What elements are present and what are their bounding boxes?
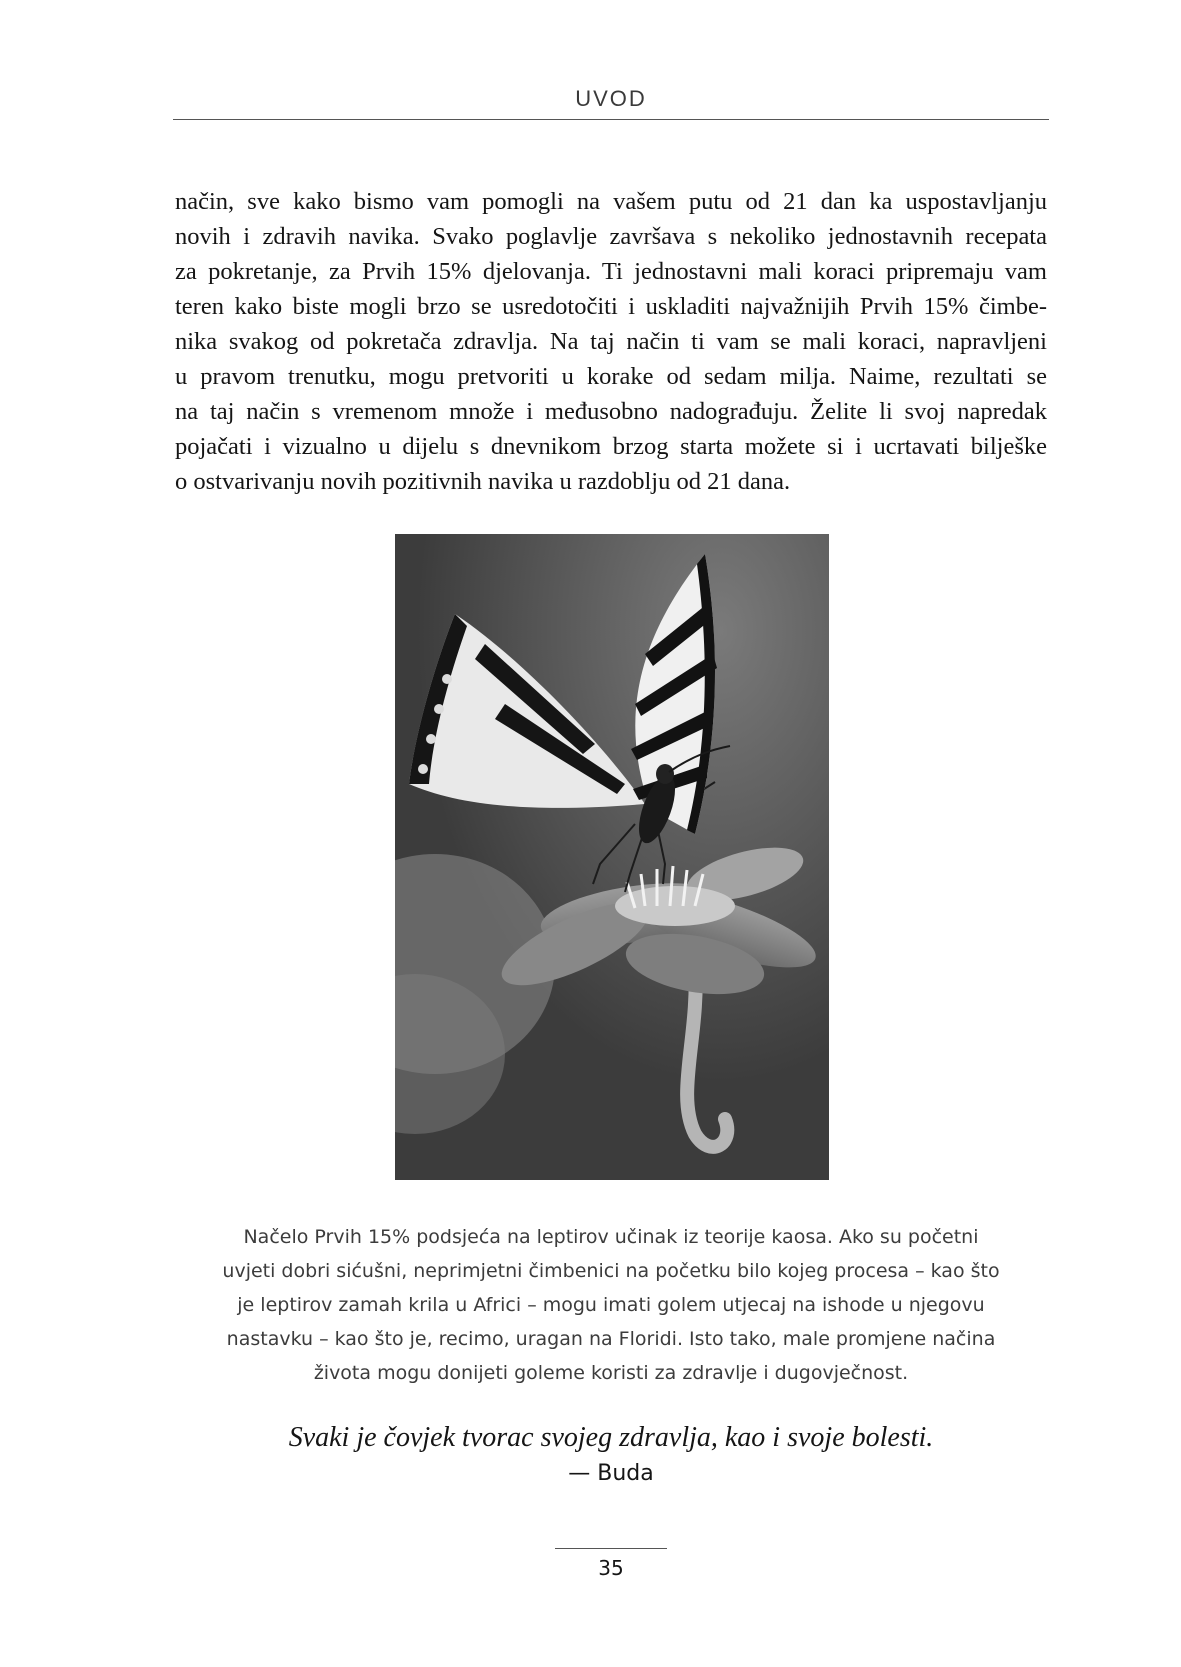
caption-line: je leptirov zamah krila u Africi – mogu imati golem utjecaj na ishode u njegovu	[237, 1294, 985, 1316]
caption-line: nastavku – kao što je, recimo, uragan na Floridi. Isto tako, male promjene načina	[226, 1328, 996, 1350]
caption-line: uvjeti dobri sićušni, neprimjetni čimbenici na početku bilo kojeg procesa – kao što	[222, 1260, 1000, 1282]
caption-line: života mogu donijeti goleme koristi za zdravlje i dugovječnost.	[313, 1362, 909, 1384]
body-line: o ostvarivanju novih pozitivnih navika u razdoblju od 21 dana.	[175, 468, 791, 495]
header-rule	[173, 119, 1049, 120]
page-number: 35	[598, 1556, 624, 1580]
body-line: na taj način s vremenom množe i međusobno nadograđuju. Želite li svoj napredak	[175, 398, 1047, 425]
running-title: UVOD	[575, 86, 647, 111]
body-line: način, sve kako bismo vam pomogli na vašem putu od 21 dan ka uspostavljanju	[175, 188, 1047, 215]
quote-attribution: — Buda	[568, 1461, 654, 1486]
body-line: pojačati i vizualno u dijelu s dnevnikom brzog starta možete si i ucrtavati bilješke	[175, 433, 1047, 460]
figure-caption	[215, 1220, 1007, 1390]
body-line: novih i zdravih navika. Svako poglavlje završava s nekoliko jednostavnih recepata	[175, 223, 1047, 250]
body-line: teren kako biste mogli brzo se usredotočiti i uskladiti najvažnijih Prvih 15% čimbe-	[175, 293, 1047, 320]
butterfly-photo	[395, 534, 829, 1180]
body-line: za pokretanje, za Prvih 15% djelovanja. Ti jednostavni mali koraci pripremaju vam	[175, 258, 1047, 285]
body-line: u pravom trenutku, mogu pretvoriti u korake od sedam milja. Naime, rezultati se	[175, 363, 1047, 390]
caption-line: Načelo Prvih 15% podsjeća na leptirov učinak iz teorije kaosa. Ako su početni	[243, 1226, 979, 1248]
body-paragraph	[175, 184, 1047, 499]
body-line: nika svakog od pokretača zdravlja. Na taj način ti vam se mali koraci, napravljeni	[175, 328, 1047, 355]
footer-rule	[555, 1548, 667, 1549]
quote-text: Svaki je čovjek tvorac svojeg zdravlja, kao i svoje bolesti.	[288, 1422, 934, 1453]
